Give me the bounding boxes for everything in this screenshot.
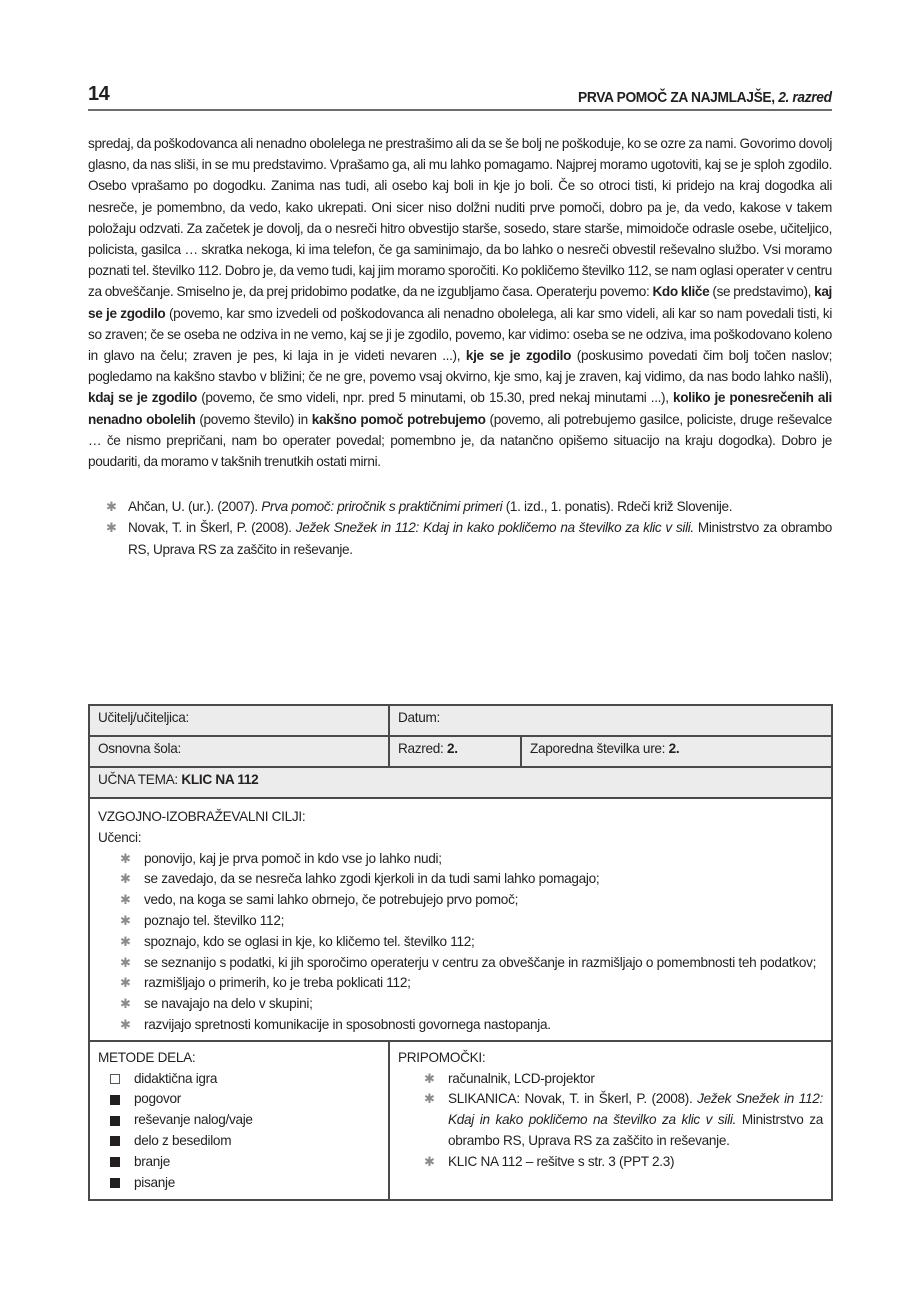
goal-text: se navajajo na delo v skupini; [144,996,313,1012]
aids-list [398,1069,823,1173]
method-label: didaktična igra [134,1070,218,1086]
topic-label: UČNA TEMA: [98,772,182,787]
lesson-number-field [521,736,832,767]
goals-intro: Učenci: [98,829,142,845]
aid-item [398,1152,823,1173]
aid-text [448,1152,823,1173]
reference-authors: Novak, T. in Škerl, P. (2008). [128,520,296,536]
method-label: pogovor [134,1091,182,1107]
method-item [98,1110,380,1131]
goal-item [98,911,823,932]
reference-item [106,517,832,559]
asterisk-bullet-icon: ✱ [424,1091,435,1107]
method-item [98,1131,380,1152]
running-title-grade: 2. razred [778,89,832,106]
body-bold-run: kje se je zgodilo [465,348,572,364]
methods-list [98,1069,380,1194]
goal-text: razmišljajo o primerih, ko je treba poklicati 112; [144,975,411,991]
filled-square-icon [110,1116,120,1126]
method-item [98,1089,380,1110]
goal-item [98,932,823,953]
goal-item [98,849,823,870]
reference-publisher: Ministrstvo za obrambo RS, Uprava RS za zaščito in reševanje. [128,520,833,557]
method-label: delo z besedilom [134,1132,232,1148]
teacher-row [89,705,832,736]
body-bold-run: kdaj se je zgodilo [88,390,197,406]
aid-text [448,1069,823,1090]
goal-item [98,973,823,994]
page [88,72,832,560]
asterisk-bullet-icon: ✱ [424,1070,435,1086]
school-row [89,736,832,767]
page-header [88,72,832,111]
reference-authors: Ahčan, U. (ur.). (2007). [128,499,262,515]
grade-value: 2. [446,741,458,756]
aid-item [398,1069,823,1090]
goals-list [98,849,823,1036]
goal-text: razvijajo spretnosti komunikacije in sposobnosti govornega nastopanja. [144,1016,551,1032]
goal-item [98,890,823,911]
asterisk-bullet-icon: ✱ [120,912,131,928]
school-field: Osnovna šola: [89,736,389,767]
reference-title: Prva pomoč: priročnik s praktičnimi primeri [261,499,503,515]
body-text-run: (poskusimo povedati čim bolj točen naslov; pogledamo na kakšno stavbo v bližini; če ne gre, povemo vsaj okvirno, kje smo, kaj je zraven, kaj vidimo, da nas bodo lahko našli), [88,348,832,385]
filled-square-icon [110,1095,120,1105]
methods-aids-row [89,1041,832,1201]
date-field: Datum: [389,705,832,736]
goal-text: ponovijo, kaj je prva pomoč in kdo vse jo lahko nudi; [144,850,442,866]
aids-cell [389,1041,832,1201]
aid-text-run: SLIKANICA: Novak, T. in Škerl, P. (2008). [448,1091,698,1107]
aid-title: Ježek Snežek in 112: Kdaj in kako pokličemo na številko za klic v sili. [448,1091,823,1128]
goal-text: poznajo tel. številko 112; [144,912,285,928]
method-label: reševanje nalog/vaje [134,1112,253,1128]
topic-field [89,767,832,798]
asterisk-bullet-icon: ✱ [120,1016,131,1032]
body-text-run: (povemo, če smo videli, npr. pred 5 minutami, ob 15.30, pred nekaj minutami ...), [196,390,673,406]
body-bold-run: kakšno pomoč potrebujemo [311,411,486,427]
aid-text-run: Ministrstvo za obrambo RS, Uprava RS za zaščito in reševanje. [448,1112,824,1148]
filled-square-icon [110,1178,120,1188]
empty-square-icon [110,1074,120,1084]
method-item [98,1069,380,1090]
running-title-main: PRVA POMOČ ZA NAJMLAJŠE, [578,89,776,106]
grade-field [389,736,521,767]
asterisk-bullet-icon: ✱ [120,850,131,866]
topic-row [89,767,832,798]
reference-publisher: (1. izd., 1. ponatis). Rdeči križ Slovenije. [502,499,733,515]
asterisk-bullet-icon: ✱ [120,933,131,949]
goal-text: se zavedajo, da se nesreča lahko zgodi kjerkoli in da tudi sami lahko pomagajo; [144,871,600,887]
asterisk-bullet-icon: ✱ [424,1153,435,1169]
method-item [98,1173,380,1194]
teacher-field: Učitelj/učiteljica: [89,705,389,736]
asterisk-bullet-icon: ✱ [120,954,131,970]
reference-text [128,496,832,517]
goal-text: se seznanijo s podatki, ki jih sporočimo operaterju v centru za obveščanje in razmišljajo o pomembnosti teh podatkov; [144,954,817,970]
lesson-number-value: 2. [668,741,680,756]
body-paragraph [88,133,832,472]
asterisk-bullet-icon: ✱ [120,871,131,887]
method-item [98,1152,380,1173]
running-title [578,89,832,106]
goal-item [98,869,823,890]
body-text-run: (se predstavimo), [709,284,815,300]
reference-title: Ježek Snežek in 112: Kdaj in kako pokličemo na številko za klic v sili. [295,520,694,536]
asterisk-bullet-icon: ✱ [120,892,131,908]
asterisk-bullet-icon: ✱ [120,996,131,1012]
page-number: 14 [88,83,110,105]
topic-value: KLIC NA 112 [181,772,259,787]
asterisk-bullet-icon: ✱ [120,975,131,991]
filled-square-icon [110,1157,120,1167]
goal-item [98,953,823,974]
goals-cell [89,798,832,1041]
reference-list [88,496,832,560]
body-text-run: (povemo, kar smo izvedeli od poškodovanca ali nenadno obolelega, ali kar smo videli, ali kar so nam povedali tisti, ki so zraven; če se oseba ne odziva in ne vemo, kaj se ji je zgodilo, povemo, kar vidimo: oseba se ne odziva, ima poškodovano koleno in glavo na čelu; zraven je pes, ki laja in je videti nevaren ...), [88,305,832,364]
reference-text [128,517,832,559]
body-bold-run: koliko je ponesrečenih ali nenadno obolelih [88,390,832,427]
method-label: pisanje [134,1174,175,1190]
reference-item [106,496,832,517]
body-text-run: (povemo število) in [195,411,312,427]
methods-cell [89,1041,389,1201]
aid-text [448,1089,823,1151]
asterisk-bullet-icon: ✱ [106,499,117,515]
goal-text: spoznajo, kdo se oglasi in kje, ko kličemo tel. številko 112; [144,933,475,949]
aid-text-run: računalnik, LCD-projektor [448,1070,595,1086]
lesson-number-label: Zaporedna številka ure: [530,741,669,756]
filled-square-icon [110,1136,120,1146]
asterisk-bullet-icon: ✱ [106,520,117,536]
methods-heading: METODE DELA: [98,1049,196,1065]
goal-text: vedo, na koga se sami lahko obrnejo, če potrebujejo prvo pomoč; [144,892,519,908]
aid-item [398,1089,823,1151]
body-bold-run: Kdo kliče [652,284,710,300]
lesson-plan-table [88,704,833,1201]
method-label: branje [134,1153,170,1169]
goals-heading: VZGOJNO-IZOBRAŽEVALNI CILJI: [98,809,306,824]
aid-text-run: KLIC NA 112 – rešitve s str. 3 (PPT 2.3) [448,1153,675,1169]
grade-label: Razred: [398,741,447,756]
body-text-run: (povemo, ali potrebujemo gasilce, policiste, druge reševalce … če nismo prepričani, nam bo operater povedal; pomembno je, da natančno opišemo situacijo na kraju dogodka). Dobro je poudariti, da moramo v takšnih trenutkih ostati mirni. [88,411,832,470]
goal-item [98,1015,823,1036]
body-bold-run: kaj se je zgodilo [88,284,832,321]
goals-row [89,798,832,1041]
aids-heading: PRIPOMOČKI: [398,1049,486,1065]
body-text-run: spredaj, da poškodovanca ali nenadno obolelega ne prestrašimo ali da se še bolj ne poškoduje, ko se ozre za nami. Govorimo dovolj glasno, da nas sliši, in se mu predstavimo. Vprašamo ga, ali mu lahko pomagamo. Najprej moramo ugotoviti, kaj se je sploh zgodilo. Osebo vprašamo po dogodku. Zanima nas tudi, ali osebo kaj boli in kje jo boli. Če so otroci tisti, ki pridejo na kraj dogodka ali nesreče, je pomembno, da vedo, kako ukrepati. Oni sicer niso dolžni nuditi prve pomoči, dobro pa je, da vedo, kakose v takem položaju odzvati. Za začetek je dovolj, da o nesreči hitro obvestijo starše, sosedo, stare starše, mimoidoče odrasle osebe, učiteljico, policista, gasilca … skratka nekoga, ki ima telefon, če ga saminimajo, da bo lahko o nesreči obvestil reševalno službo. Vsi moramo poznati tel. številko 112. Dobro je, da vemo tudi, kaj jim moramo sporočiti. Ko pokličemo številko 112, se nam oglasi operater v centru za obveščanje. Smiselno je, da prej pridobimo podatke, da ne izgubljamo časa. Operaterju povemo: [88,136,832,300]
goal-item [98,994,823,1015]
